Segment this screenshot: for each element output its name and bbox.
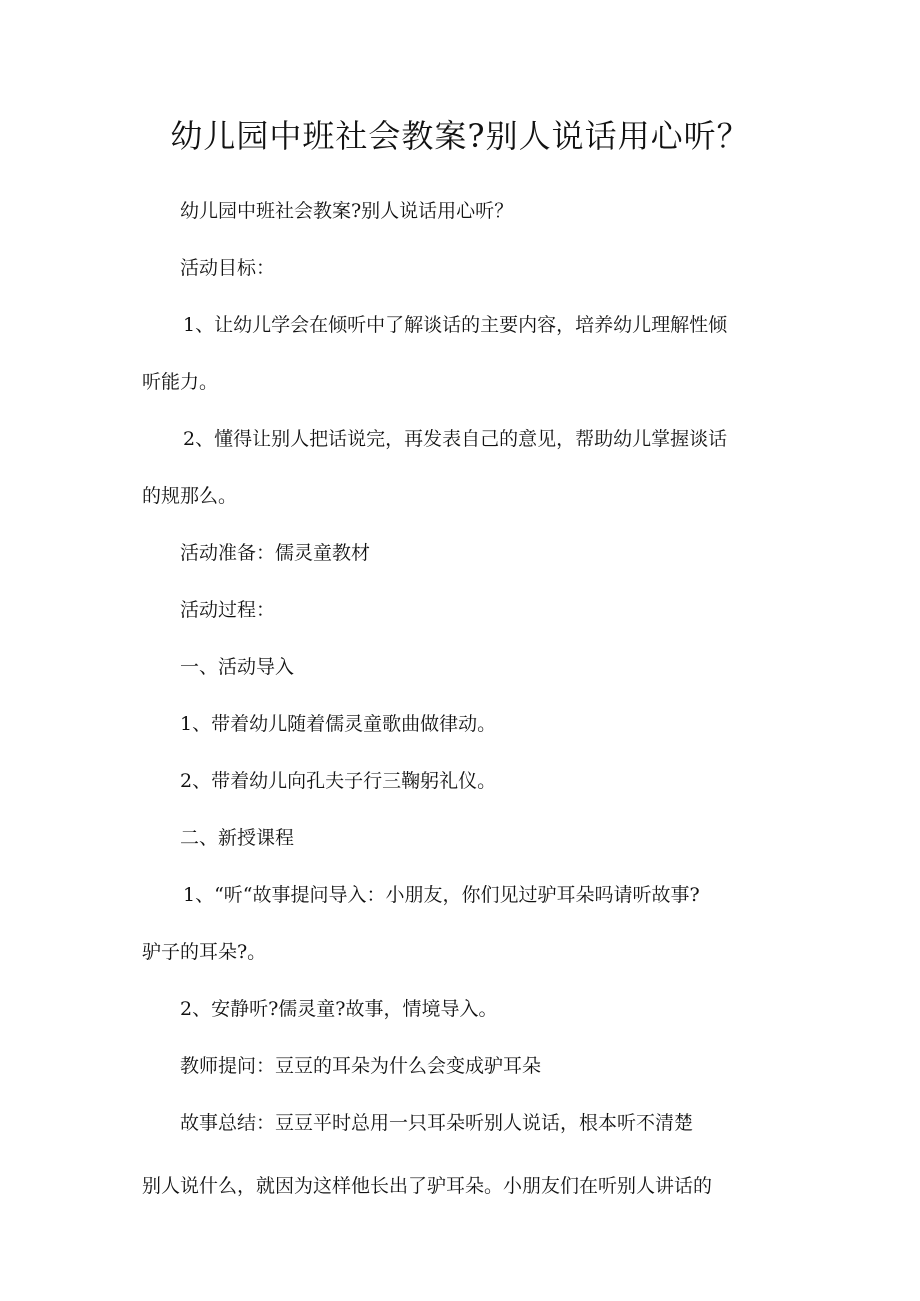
text-line-preparation: 活动准备：儒灵童教材 xyxy=(180,542,371,564)
text-line-teacher-question: 教师提问：豆豆的耳朵为什么会变成驴耳朵 xyxy=(180,1055,542,1077)
text-line-section-2: 二、新授课程 xyxy=(180,827,295,849)
text-line-story-summary: 故事总结：豆豆平时总用一只耳朵听别人说话，根本听不清楚 xyxy=(180,1112,694,1134)
text-line-step-2-1: 1、“听“故事提问导入：小朋友，你们见过驴耳朵吗请听故事? xyxy=(183,884,700,906)
text-line-story-summary-cont: 别人说什么，就因为这样他长出了驴耳朵。小朋友们在听别人讲话的 xyxy=(142,1175,713,1197)
text-line-step-1-2: 2、带着幼儿向孔夫子行三鞠躬礼仪。 xyxy=(180,770,497,792)
text-line-step-1-1: 1、带着幼儿随着儒灵童歌曲做律动。 xyxy=(180,713,497,735)
text-line-step-2-1-cont: 驴子的耳朵?。 xyxy=(142,941,267,963)
text-line-goals-heading: 活动目标： xyxy=(180,257,276,279)
text-line-goal-1-cont: 听能力。 xyxy=(142,371,219,393)
text-line-goal-1: 1、让幼儿学会在倾听中了解谈话的主要内容，培养幼儿理解性倾 xyxy=(183,314,728,336)
text-line-subtitle: 幼儿园中班社会教案?别人说话用心听？ xyxy=(180,200,514,222)
text-line-goal-2-cont: 的规那么。 xyxy=(142,485,238,507)
text-line-step-2-2: 2、安静听?儒灵童?故事，情境导入。 xyxy=(180,998,498,1020)
text-line-section-1: 一、活动导入 xyxy=(180,656,295,678)
text-line-process-heading: 活动过程： xyxy=(180,599,276,621)
text-line-goal-2: 2、懂得让别人把话说完，再发表自己的意见，帮助幼儿掌握谈话 xyxy=(183,428,728,450)
document-title: 幼儿园中班社会教案?别人说话用心听？ xyxy=(170,117,750,155)
